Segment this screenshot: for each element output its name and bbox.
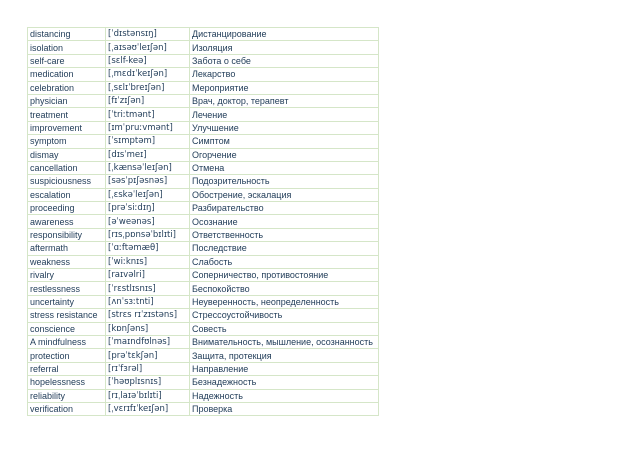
transcription-cell: [əˈweənəs] — [106, 215, 190, 228]
word-cell: physician — [28, 94, 106, 107]
document-page — [27, 27, 378, 416]
transcription-cell: [ˌvɛrɪfɪˈkeɪʃən] — [106, 402, 190, 415]
translation-cell: Слабость — [190, 255, 379, 268]
word-cell: weakness — [28, 255, 106, 268]
translation-cell: Подозрительность — [190, 175, 379, 188]
transcription-cell: [ʌnˈsɜːtnti] — [106, 295, 190, 308]
table-row — [28, 161, 379, 174]
translation-cell: Отмена — [190, 161, 379, 174]
word-cell: conscience — [28, 322, 106, 335]
table-row — [28, 362, 379, 375]
translation-cell: Осознание — [190, 215, 379, 228]
transcription-cell: [rɪsˌpɒnsəˈbɪlɪti] — [106, 228, 190, 241]
table-row — [28, 108, 379, 121]
transcription-cell: [rɪˈfɜrəl] — [106, 362, 190, 375]
word-cell: referral — [28, 362, 106, 375]
translation-cell: Изоляция — [190, 41, 379, 54]
translation-cell: Обострение, эскалация — [190, 188, 379, 201]
table-row — [28, 242, 379, 255]
word-cell: uncertainty — [28, 295, 106, 308]
transcription-cell: [ˈwiːknɪs] — [106, 255, 190, 268]
table-row — [28, 135, 379, 148]
word-cell: self-care — [28, 54, 106, 67]
word-cell: cancellation — [28, 161, 106, 174]
translation-cell: Совесть — [190, 322, 379, 335]
translation-cell: Направление — [190, 362, 379, 375]
table-row — [28, 68, 379, 81]
table-row — [28, 335, 379, 348]
transcription-cell: [prəˈtɛkʃən] — [106, 349, 190, 362]
translation-cell: Проверка — [190, 402, 379, 415]
word-cell: distancing — [28, 28, 106, 41]
word-cell: dismay — [28, 148, 106, 161]
transcription-cell: [ˈdɪstənsɪŋ] — [106, 28, 190, 41]
transcription-cell: [səsˈpɪʃəsnəs] — [106, 175, 190, 188]
word-cell: escalation — [28, 188, 106, 201]
translation-cell: Защита, протекция — [190, 349, 379, 362]
transcription-cell: [ˈhəʊplɪsnɪs] — [106, 376, 190, 389]
transcription-cell: [ˌɛskəˈleɪʃən] — [106, 188, 190, 201]
table-row — [28, 121, 379, 134]
word-cell: proceeding — [28, 202, 106, 215]
table-row — [28, 175, 379, 188]
word-cell: stress resistance — [28, 309, 106, 322]
table-row — [28, 188, 379, 201]
transcription-cell: [ˈsɪmptəm] — [106, 135, 190, 148]
table-row — [28, 269, 379, 282]
table-row — [28, 295, 379, 308]
translation-cell: Ответственность — [190, 228, 379, 241]
word-cell: A mindfulness — [28, 335, 106, 348]
table-row — [28, 376, 379, 389]
word-cell: reliability — [28, 389, 106, 402]
translation-cell: Мероприятие — [190, 81, 379, 94]
translation-cell: Соперничество, противостояние — [190, 269, 379, 282]
vocabulary-table-body — [28, 28, 379, 416]
translation-cell: Лечение — [190, 108, 379, 121]
table-row — [28, 309, 379, 322]
word-cell: isolation — [28, 41, 106, 54]
transcription-cell: [ˌmɛdɪˈkeɪʃən] — [106, 68, 190, 81]
word-cell: restlessness — [28, 282, 106, 295]
table-row — [28, 202, 379, 215]
word-cell: rivalry — [28, 269, 106, 282]
table-row — [28, 148, 379, 161]
translation-cell: Стрессоустойчивость — [190, 309, 379, 322]
word-cell: aftermath — [28, 242, 106, 255]
table-row — [28, 322, 379, 335]
transcription-cell: [ˌaɪsəʊˈleɪʃən] — [106, 41, 190, 54]
transcription-cell: [ˈɑːftəmæθ] — [106, 242, 190, 255]
table-row — [28, 255, 379, 268]
table-row — [28, 402, 379, 415]
table-row — [28, 389, 379, 402]
word-cell: protection — [28, 349, 106, 362]
transcription-cell: [strɛs rɪˈzɪstəns] — [106, 309, 190, 322]
word-cell: suspiciousness — [28, 175, 106, 188]
table-row — [28, 81, 379, 94]
translation-cell: Безнадежность — [190, 376, 379, 389]
word-cell: hopelessness — [28, 376, 106, 389]
table-row — [28, 215, 379, 228]
transcription-cell: [ˌkænsəˈleɪʃən] — [106, 161, 190, 174]
transcription-cell: [ɪmˈpruːvmənt] — [106, 121, 190, 134]
transcription-cell: [prəˈsiːdɪŋ] — [106, 202, 190, 215]
table-row — [28, 41, 379, 54]
table-row — [28, 228, 379, 241]
word-cell: awareness — [28, 215, 106, 228]
transcription-cell: [fɪˈzɪʃən] — [106, 94, 190, 107]
transcription-cell: [kɒnʃəns] — [106, 322, 190, 335]
translation-cell: Надежность — [190, 389, 379, 402]
translation-cell: Улучшение — [190, 121, 379, 134]
table-row — [28, 94, 379, 107]
transcription-cell: [ˈtriːtmənt] — [106, 108, 190, 121]
translation-cell: Врач, доктор, терапевт — [190, 94, 379, 107]
word-cell: treatment — [28, 108, 106, 121]
word-cell: improvement — [28, 121, 106, 134]
translation-cell: Дистанцирование — [190, 28, 379, 41]
word-cell: symptom — [28, 135, 106, 148]
transcription-cell: [ˌsɛlɪˈbreɪʃən] — [106, 81, 190, 94]
translation-cell: Огорчение — [190, 148, 379, 161]
translation-cell: Лекарство — [190, 68, 379, 81]
transcription-cell: [sɛlf-keə] — [106, 54, 190, 67]
transcription-cell: [raɪvəlri] — [106, 269, 190, 282]
transcription-cell: [ˈmaɪndfʊlnəs] — [106, 335, 190, 348]
word-cell: celebration — [28, 81, 106, 94]
translation-cell: Разбирательство — [190, 202, 379, 215]
translation-cell: Неуверенность, неопределенность — [190, 295, 379, 308]
translation-cell: Последствие — [190, 242, 379, 255]
transcription-cell: [dɪsˈmeɪ] — [106, 148, 190, 161]
translation-cell: Симптом — [190, 135, 379, 148]
vocabulary-table — [27, 27, 379, 416]
transcription-cell: [rɪˌlaɪəˈbɪlɪti] — [106, 389, 190, 402]
translation-cell: Забота о себе — [190, 54, 379, 67]
table-row — [28, 282, 379, 295]
word-cell: responsibility — [28, 228, 106, 241]
transcription-cell: [ˈrɛstlɪsnɪs] — [106, 282, 190, 295]
word-cell: verification — [28, 402, 106, 415]
word-cell: medication — [28, 68, 106, 81]
translation-cell: Внимательность, мышление, осознанность — [190, 335, 379, 348]
table-row — [28, 349, 379, 362]
translation-cell: Беспокойство — [190, 282, 379, 295]
table-row — [28, 54, 379, 67]
table-row — [28, 28, 379, 41]
